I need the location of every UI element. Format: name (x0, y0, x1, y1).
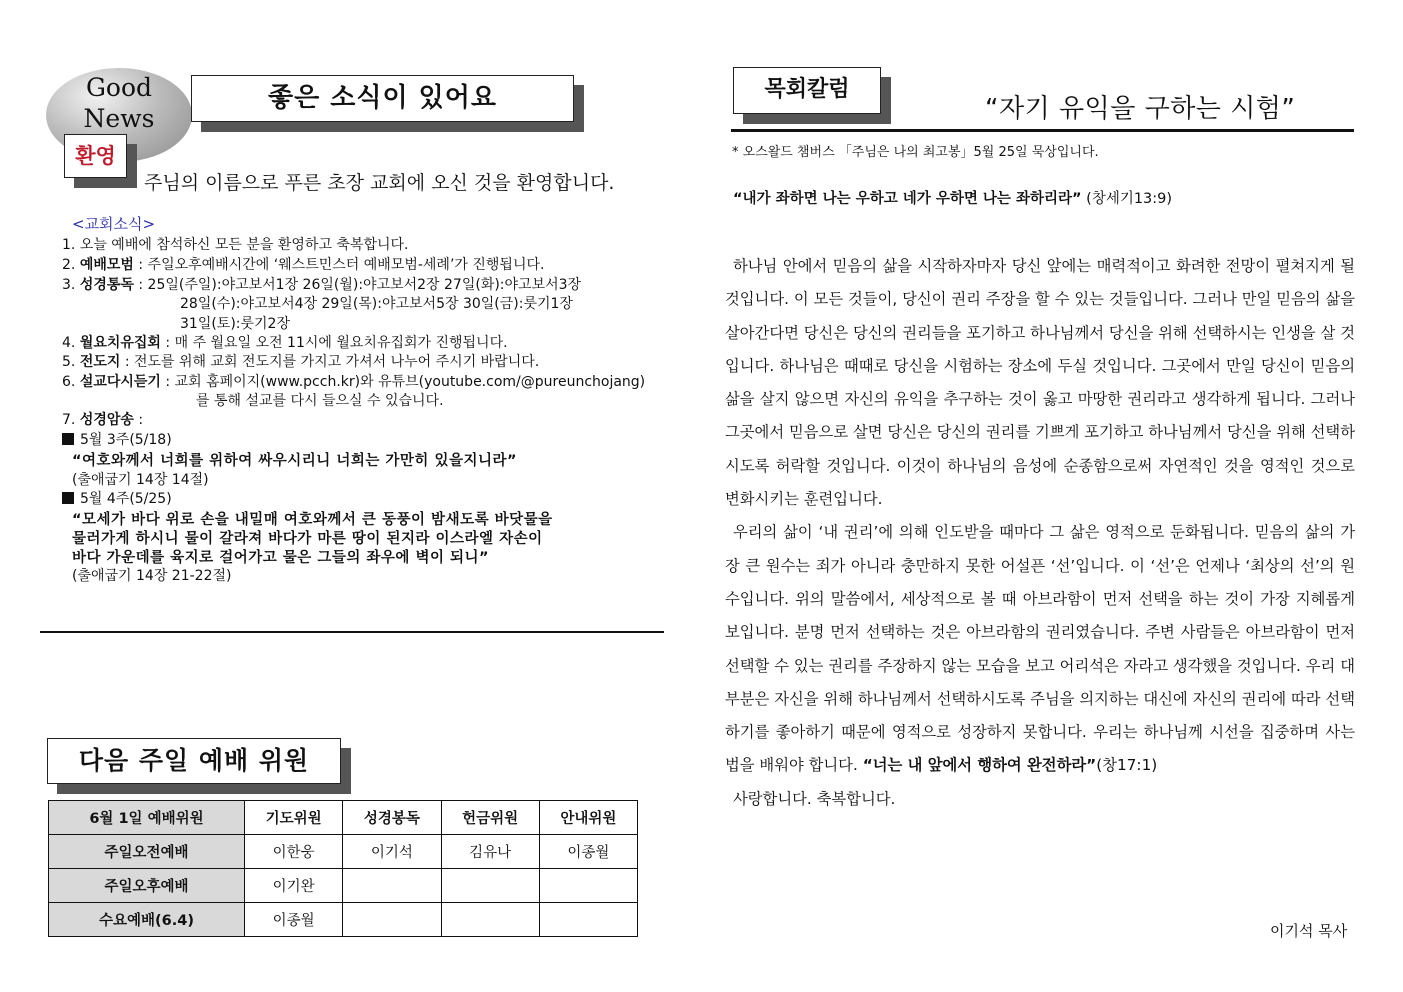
column-title: “자기 유익을 구하는 시험” (985, 94, 1296, 124)
table-row (49, 903, 638, 937)
good-news-line1: Good (85, 73, 153, 102)
table-cell: 김유나 (441, 835, 539, 869)
memory-verse-1: “여호와께서 너희를 위하여 싸우시리니 너희는 가만히 있을지니라” (72, 453, 518, 469)
table-header-cell: 안내위원 (539, 801, 637, 835)
table-cell: 이종월 (539, 835, 637, 869)
next-week-title: 다음 주일 예배 위원 (47, 738, 341, 784)
table-cell (343, 903, 441, 937)
news-item-3-line2: 28일(수):야고보서4장 29일(목):야고보서5장 30일(금):룻기1장 (180, 296, 573, 312)
square-bullet-icon (62, 492, 74, 504)
table-cell: 주일오후예배 (49, 869, 245, 903)
table-cell (441, 869, 539, 903)
memory-verse-2-line1: “모세가 바다 위로 손을 내밀매 여호와께서 큰 동풍이 밤새도록 바닷물을 (72, 512, 553, 528)
column-body (725, 250, 1355, 816)
memory-ref-1: (출애굽기 14장 14절) (72, 472, 209, 488)
column-paragraph-2: 우리의 삶이 ‘내 권리’에 의해 인도받을 때마다 그 삶은 영적으로 둔화됩니다. 믿음의 삶의 가장 큰 원수는 죄가 아니라 충만하지 못한 어설픈 ‘선’입니다. 이 ‘선’은 언제나 ‘최상의 선’의 원수입니다. 위의 말씀에서, 세상적으로 볼 때 아브라함이 먼저 선택을 하는 것이 가장 지혜롭게 보입니다. 분명 먼저 선택하는 것은 아브라함의 권리였습니다. 주변 사람들은 아브라함이 먼저 선택할 수 있는 권리를 주장하지 않는 모습을 보고 어리석은 자라고 생각했을 것입니다. 우리 대부분은 자신을 위해 하나님께서 선택하시도록 주님을 의지하는 대신에 자신의 권리에 따라 선택하기를 좋아하기 때문에 영적으로 성장하지 못합니다. 우리는 하나님께 시선을 집중하며 사는 법을 배워야 합니다. “너는 내 앞에서 행하여 완전하라”(창17:1) (725, 523, 1355, 775)
table-cell: 주일오전예배 (49, 835, 245, 869)
table-cell (441, 903, 539, 937)
news-item-4: 4. 월요치유집회 : 매 주 월요일 오전 11시에 월요치유집회가 진행됩니다. (62, 335, 508, 351)
welcome-label: 환영 (64, 134, 127, 178)
news-item-6: 6. 설교다시듣기 : 교회 홈페이지(www.pcch.kr)와 유튜브(youtube.com/@pureunchojang) (62, 374, 646, 390)
table-cell: 이기석 (343, 835, 441, 869)
news-item-3-line3: 31일(토):룻기2장 (180, 316, 290, 332)
good-news-line2: News (83, 104, 155, 133)
memory-ref-2: (출애굽기 14장 21-22절) (72, 568, 232, 584)
table-cell (539, 869, 637, 903)
column-blessing: 사랑합니다. 축복합니다. (733, 789, 896, 808)
signature: 이기석 목사 (1270, 922, 1348, 940)
church-news-heading: <교회소식> (72, 215, 156, 233)
square-bullet-icon (62, 433, 74, 445)
table-cell (343, 869, 441, 903)
news-item-2: 2. 예배모범 : 주일오후예배시간에 ‘웨스트민스터 예배모범-세례’가 진행됩니다. (62, 257, 545, 273)
table-cell: 이한웅 (245, 835, 343, 869)
memory-verse-2-line3: 바다 가운데를 육지로 걸어가고 물은 그들의 좌우에 벽이 되니” (72, 550, 490, 566)
news-item-5: 5. 전도지 : 전도를 위해 교회 전도지를 가지고 가셔서 나누어 주시기 바랍니다. (62, 354, 540, 370)
pastor-column-label: 목회칼럼 (733, 67, 881, 114)
main-verse: “내가 좌하면 나는 우하고 네가 우하면 나는 좌하리라” (창세기13:9) (733, 191, 1173, 207)
memory-week-2: 5월 4주(5/25) (62, 490, 172, 510)
table-cell (539, 903, 637, 937)
news-item-1: 1. 오늘 예배에 참석하신 모든 분을 환영하고 축복합니다. (62, 237, 409, 253)
table-cell: 이기완 (245, 869, 343, 903)
table-header-row (49, 801, 638, 835)
column-paragraph-1: 하나님 안에서 믿음의 삶을 시작하자마자 당신 앞에는 매력적이고 화려한 전망이 펼쳐지게 될 것입니다. 이 모든 것들이, 당신이 권리 주장을 할 수 있는 것들입니다. 그러나 만일 믿음의 삶을 살아간다면 당신은 당신의 권리들을 포기하고 하나님께서 당신을 위해 선택하시는 인생을 살 것입니다. 하나님은 때때로 당신을 시험하는 장소에 두실 것입니다. 그곳에서 만일 당신이 믿음의 삶을 살지 않으면 자신의 유익을 추구하는 것이 옳고 마땅한 권리라고 생각하게 됩니다. 그러나 그곳에서 믿음으로 살면 당신은 당신의 권리를 기쁘게 포기하고 하나님께서 당신을 위해 선택하시도록 허락할 것입니다. 이것이 하나님의 음성에 순종함으로써 자연적인 것을 영적인 것으로 변화시키는 훈련입니다. (725, 257, 1355, 509)
table-row (49, 869, 638, 903)
memory-week-1: 5월 3주(5/18) (62, 431, 172, 451)
table-header-cell: 헌금위원 (441, 801, 539, 835)
welcome-text: 주님의 이름으로 푸른 초장 교회에 오신 것을 환영합니다. (144, 172, 615, 194)
table-header-cell: 성경봉독 (343, 801, 441, 835)
source-note: * 오스왈드 챔버스 「주님은 나의 최고봉」5월 25일 묵상입니다. (732, 145, 1099, 160)
table-header-cell: 기도위원 (245, 801, 343, 835)
divider-left (40, 631, 664, 633)
table-header-cell: 6월 1일 예배위원 (49, 801, 245, 835)
divider-right (731, 129, 1354, 132)
news-item-7: 7. 성경암송 : (62, 412, 144, 428)
news-item-6-line2: 를 통해 설교를 다시 들으실 수 있습니다. (196, 393, 444, 409)
memory-verse-2-line2: 물러가게 하시니 물이 갈라져 바다가 마른 땅이 된지라 이스라엘 자손이 (72, 531, 543, 547)
table-cell: 수요예배(6.4) (49, 903, 245, 937)
worship-duty-table (48, 800, 638, 937)
table-cell: 이종월 (245, 903, 343, 937)
table-row (49, 835, 638, 869)
good-news-title: 좋은 소식이 있어요 (191, 75, 574, 122)
news-item-3: 3. 성경통독 : 25일(주일):야고보서1장 26일(월):야고보서2장 27일(화):야고보서3장 (62, 277, 582, 293)
